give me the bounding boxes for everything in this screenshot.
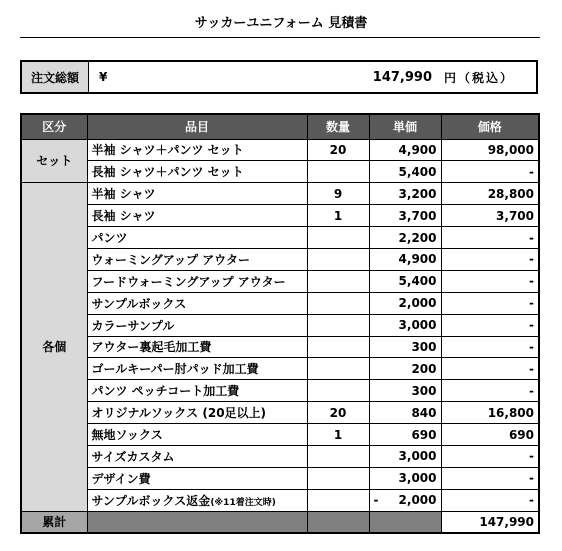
table-row bbox=[21, 139, 539, 161]
item-price: - bbox=[441, 161, 539, 183]
grand-total-value: 147,990 bbox=[441, 511, 539, 533]
item-quantity bbox=[307, 445, 369, 467]
sum-blank-price bbox=[369, 511, 441, 533]
item-unit-price: 300 bbox=[369, 336, 441, 358]
item-price: - bbox=[441, 336, 539, 358]
item-unit-price: 4,900 bbox=[369, 139, 441, 161]
item-unit-price: 2,000 bbox=[369, 292, 441, 314]
item-unit-price: 3,200 bbox=[369, 183, 441, 205]
item-price: - bbox=[441, 270, 539, 292]
item-unit-price: 840 bbox=[369, 402, 441, 424]
item-name: ウォーミングアップ アウター bbox=[87, 248, 307, 270]
header-price: 価格 bbox=[441, 114, 539, 139]
table-row bbox=[21, 292, 539, 314]
item-quantity: 20 bbox=[307, 139, 369, 161]
table-row bbox=[21, 183, 539, 205]
table-row bbox=[21, 489, 539, 511]
table-row bbox=[21, 424, 539, 446]
order-total-amount: 147,990 bbox=[372, 69, 432, 85]
title-underline bbox=[20, 37, 540, 38]
item-name: アウター裏起毛加工費 bbox=[87, 336, 307, 358]
table-row bbox=[21, 380, 539, 402]
item-price: - bbox=[441, 380, 539, 402]
table-row bbox=[21, 161, 539, 183]
header-item: 品目 bbox=[87, 114, 307, 139]
item-price: - bbox=[441, 314, 539, 336]
order-total-box bbox=[20, 60, 538, 94]
table-row bbox=[21, 445, 539, 467]
item-quantity bbox=[307, 292, 369, 314]
item-unit-price bbox=[369, 489, 441, 511]
item-name: オリジナルソックス (20足以上) bbox=[87, 402, 307, 424]
item-quantity: 20 bbox=[307, 402, 369, 424]
item-price: 3,700 bbox=[441, 205, 539, 227]
item-unit-price: 300 bbox=[369, 380, 441, 402]
table-row bbox=[21, 248, 539, 270]
table-row bbox=[21, 270, 539, 292]
header-category: 区分 bbox=[21, 114, 87, 139]
price-sign: - bbox=[373, 493, 379, 508]
price-value: 2,000 bbox=[398, 493, 437, 508]
item-name: サイズカスタム bbox=[87, 445, 307, 467]
table-row bbox=[21, 205, 539, 227]
item-unit-price: 3,000 bbox=[369, 314, 441, 336]
item-name: ゴールキーパー肘パッド加工費 bbox=[87, 358, 307, 380]
table-row bbox=[21, 467, 539, 489]
item-unit-price: 4,900 bbox=[369, 248, 441, 270]
item-name: パンツ ペッチコート加工費 bbox=[87, 380, 307, 402]
item-quantity bbox=[307, 248, 369, 270]
item-price: 28,800 bbox=[441, 183, 539, 205]
item-quantity bbox=[307, 161, 369, 183]
order-total-label: 注文総額 bbox=[22, 62, 89, 92]
item-price: 690 bbox=[441, 424, 539, 446]
header-unit-price: 単価 bbox=[369, 114, 441, 139]
item-unit-price: 200 bbox=[369, 358, 441, 380]
item-name-note: (※11着注文時) bbox=[210, 497, 276, 508]
item-price: 16,800 bbox=[441, 402, 539, 424]
table-row bbox=[21, 314, 539, 336]
item-price: - bbox=[441, 292, 539, 314]
item-name: 無地ソックス bbox=[87, 424, 307, 446]
table-row bbox=[21, 336, 539, 358]
item-quantity: 9 bbox=[307, 183, 369, 205]
sum-blank-qty bbox=[307, 511, 369, 533]
item-quantity bbox=[307, 336, 369, 358]
item-quantity bbox=[307, 358, 369, 380]
item-quantity bbox=[307, 467, 369, 489]
table-row bbox=[21, 358, 539, 380]
estimate-table bbox=[20, 113, 540, 534]
item-quantity bbox=[307, 489, 369, 511]
item-quantity bbox=[307, 270, 369, 292]
item-unit-price: 2,200 bbox=[369, 227, 441, 249]
item-quantity: 1 bbox=[307, 205, 369, 227]
item-price: - bbox=[441, 445, 539, 467]
item-unit-price: 3,000 bbox=[369, 445, 441, 467]
currency-symbol: ¥ bbox=[99, 70, 108, 84]
table-row bbox=[21, 227, 539, 249]
item-quantity: 1 bbox=[307, 424, 369, 446]
item-unit-price: 5,400 bbox=[369, 270, 441, 292]
table-row bbox=[21, 402, 539, 424]
item-name: 半袖 シャツ＋パンツ セット bbox=[87, 139, 307, 161]
category-sum: 累計 bbox=[21, 511, 87, 533]
item-name: カラーサンプル bbox=[87, 314, 307, 336]
item-name-text: サンプルボックス返金 bbox=[91, 493, 211, 508]
category-set: セット bbox=[21, 139, 87, 183]
item-price: - bbox=[441, 248, 539, 270]
item-unit-price: 690 bbox=[369, 424, 441, 446]
header-quantity: 数量 bbox=[307, 114, 369, 139]
item-name: デザイン費 bbox=[87, 467, 307, 489]
item-quantity bbox=[307, 227, 369, 249]
sum-blank-item bbox=[87, 511, 307, 533]
item-price: - bbox=[441, 467, 539, 489]
item-price: - bbox=[441, 227, 539, 249]
item-unit-price: 5,400 bbox=[369, 161, 441, 183]
category-each: 各個 bbox=[21, 183, 87, 511]
grand-total-row bbox=[21, 511, 539, 533]
item-name: フードウォーミングアップ アウター bbox=[87, 270, 307, 292]
item-unit-price: 3,000 bbox=[369, 467, 441, 489]
item-name: 半袖 シャツ bbox=[87, 183, 307, 205]
item-name: 長袖 シャツ bbox=[87, 205, 307, 227]
item-price: - bbox=[441, 358, 539, 380]
item-quantity bbox=[307, 380, 369, 402]
item-name: パンツ bbox=[87, 227, 307, 249]
header-row bbox=[21, 114, 539, 139]
item-quantity bbox=[307, 314, 369, 336]
order-total-unit: 円（税込） bbox=[444, 70, 515, 85]
item-unit-price: 3,700 bbox=[369, 205, 441, 227]
document-title: サッカーユニフォーム 見積書 bbox=[194, 16, 368, 31]
item-name bbox=[87, 489, 307, 511]
item-price: 98,000 bbox=[441, 139, 539, 161]
item-name: 長袖 シャツ＋パンツ セット bbox=[87, 161, 307, 183]
item-name: サンプルボックス bbox=[87, 292, 307, 314]
item-price: - bbox=[441, 489, 539, 511]
